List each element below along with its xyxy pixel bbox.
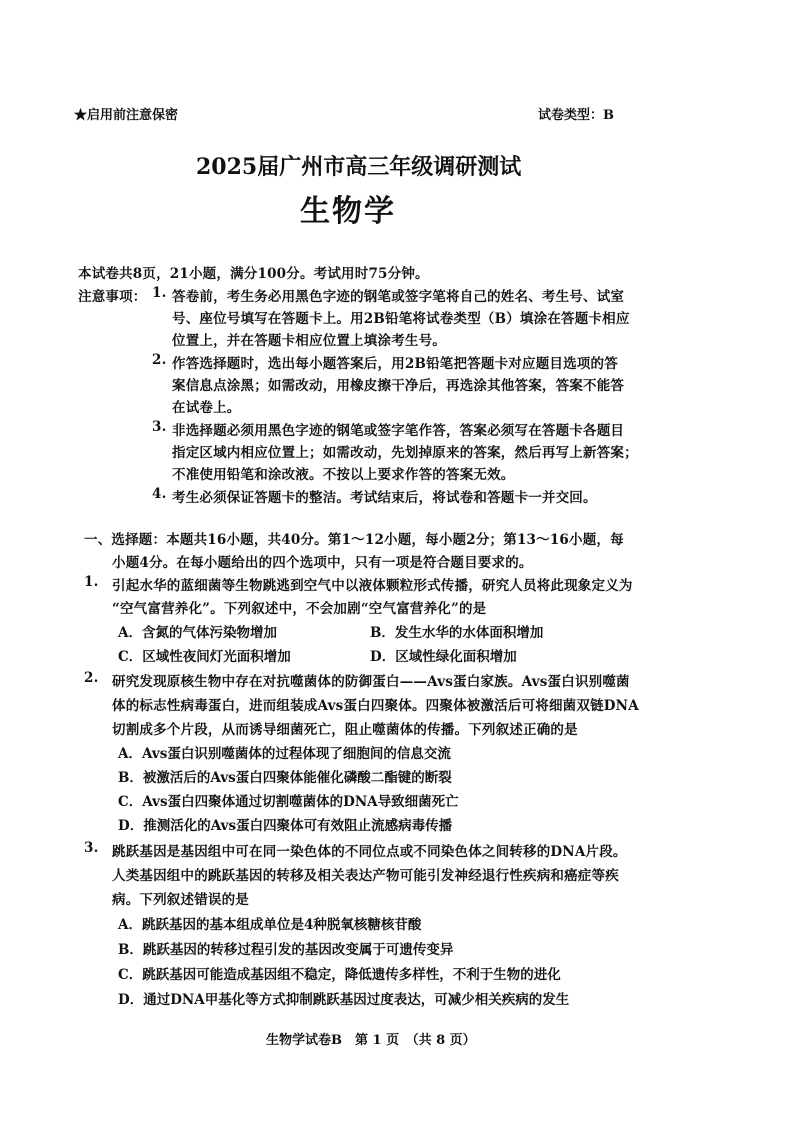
notice-line: 考生必须保证答题卡的整洁。考试结束后，将试卷和答题卡一并交回。 bbox=[172, 490, 597, 506]
paper-type: 试卷类型：B bbox=[538, 108, 614, 123]
question-stem: 引起水华的蓝细菌等生物跳逃到空气中以液体颗粒形式传播，研究人员将此现象定义为 bbox=[112, 578, 633, 594]
notice-line: 指定区域内相应位置上；如需改动，先划掉原来的答案，然后再写上新答案； bbox=[172, 445, 638, 461]
option-c: C．跳跃基因可能造成基因组不稳定，降低遗传多样性，不利于生物的进化 bbox=[118, 967, 561, 983]
notice-line: 答卷前，考生务必用黑色字迹的钢笔或签字笔将自己的姓名、考生号、试室 bbox=[172, 289, 625, 305]
notice-item-number: 2. bbox=[152, 352, 167, 368]
exam-info: 本试卷共8页，21小题，满分100分。考试用时75分钟。 bbox=[78, 266, 429, 282]
notice-line: 在试卷上。 bbox=[172, 400, 241, 416]
option-a: A．含氮的气体污染物增加 bbox=[118, 625, 277, 641]
question-stem: 跳跃基因是基因组中可在同一染色体的不同位点或不同染色体之间转移的DNA片段。 bbox=[112, 844, 627, 860]
notice-line: 位置上，并在答题卡相应位置上填涂考生号。 bbox=[172, 333, 446, 349]
question-stem: “空气富营养化”。下列叙述中，不会加剧“空气富营养化”的是 bbox=[112, 601, 487, 617]
option-c: C．区域性夜间灯光面积增加 bbox=[118, 649, 291, 665]
subject-title: 生物学 bbox=[300, 194, 396, 229]
section-heading: 一、选择题：本题共16小题，共40分。第1～12小题，每小题2分；第13～16小题，每 bbox=[84, 532, 624, 548]
option-b: B．跳跃基因的转移过程引发的基因改变属于可遗传变异 bbox=[118, 942, 454, 958]
notice-line: 作答选择题时，选出每小题答案后，用2B铅笔把答题卡对应题目选项的答 bbox=[172, 356, 618, 372]
exam-title: 2025届广州市高三年级调研测试 bbox=[196, 154, 522, 180]
question-stem: 体的标志性病毒蛋白，进而组装成Avs蛋白四聚体。四聚体被激活后可将细菌双链DNA bbox=[112, 698, 639, 714]
question-number: 2. bbox=[84, 670, 99, 686]
confidential-notice: ★启用前注意保密 bbox=[74, 108, 179, 123]
notice-label: 注意事项： bbox=[78, 289, 147, 305]
option-b: B．被激活后的Avs蛋白四聚体能催化磷酸二酯键的断裂 bbox=[118, 770, 452, 786]
option-a: A．跳跃基因的基本组成单位是4种脱氧核糖核苷酸 bbox=[118, 917, 422, 933]
notice-item-number: 1. bbox=[152, 285, 167, 301]
notice-item-number: 3. bbox=[152, 419, 167, 435]
option-a: A．Avs蛋白识别噬菌体的过程体现了细胞间的信息交流 bbox=[118, 746, 451, 762]
option-b: B．发生水华的水体面积增加 bbox=[370, 625, 544, 641]
option-d: D．区域性绿化面积增加 bbox=[370, 649, 517, 665]
section-heading: 小题4分。在每小题给出的四个选项中，只有一项是符合题目要求的。 bbox=[112, 555, 533, 571]
notice-line: 案信息点涂黑；如需改动，用橡皮擦干净后，再选涂其他答案，答案不能答 bbox=[172, 378, 625, 394]
notice-line: 号、座位号填写在答题卡上。用2B铅笔将试卷类型（B）填涂在答题卡相应 bbox=[172, 311, 630, 327]
notice-line: 非选择题必须用黑色字迹的钢笔或签字笔作答，答案必须写在答题卡各题目 bbox=[172, 423, 625, 439]
notice-line: 不准使用铅笔和涂改液。不按以上要求作答的答案无效。 bbox=[172, 467, 515, 483]
question-stem: 病。下列叙述错误的是 bbox=[112, 892, 249, 908]
option-d: D．推测活化的Avs蛋白四聚体可有效阻止流感病毒传播 bbox=[118, 818, 453, 834]
question-number: 3. bbox=[84, 840, 99, 856]
question-stem: 研究发现原核生物中存在对抗噬菌体的防御蛋白——Avs蛋白家族。Avs蛋白识别噬菌 bbox=[112, 674, 630, 690]
question-stem: 人类基因组中的跳跃基因的转移及相关表达产物可能引发神经退行性疾病和癌症等疾 bbox=[112, 868, 619, 884]
page-footer: 生物学试卷B 第 1 页 （共 8 页） bbox=[266, 1033, 476, 1048]
question-stem: 切割成多个片段，从而诱导细菌死亡，阻止噬菌体的传播。下列叙述正确的是 bbox=[112, 722, 578, 738]
question-number: 1. bbox=[84, 574, 99, 590]
option-d: D．通过DNA甲基化等方式抑制跳跃基因过度表达，可减少相关疾病的发生 bbox=[118, 992, 570, 1008]
option-c: C．Avs蛋白四聚体通过切割噬菌体的DNA导致细菌死亡 bbox=[118, 794, 459, 810]
notice-item-number: 4. bbox=[152, 486, 167, 502]
